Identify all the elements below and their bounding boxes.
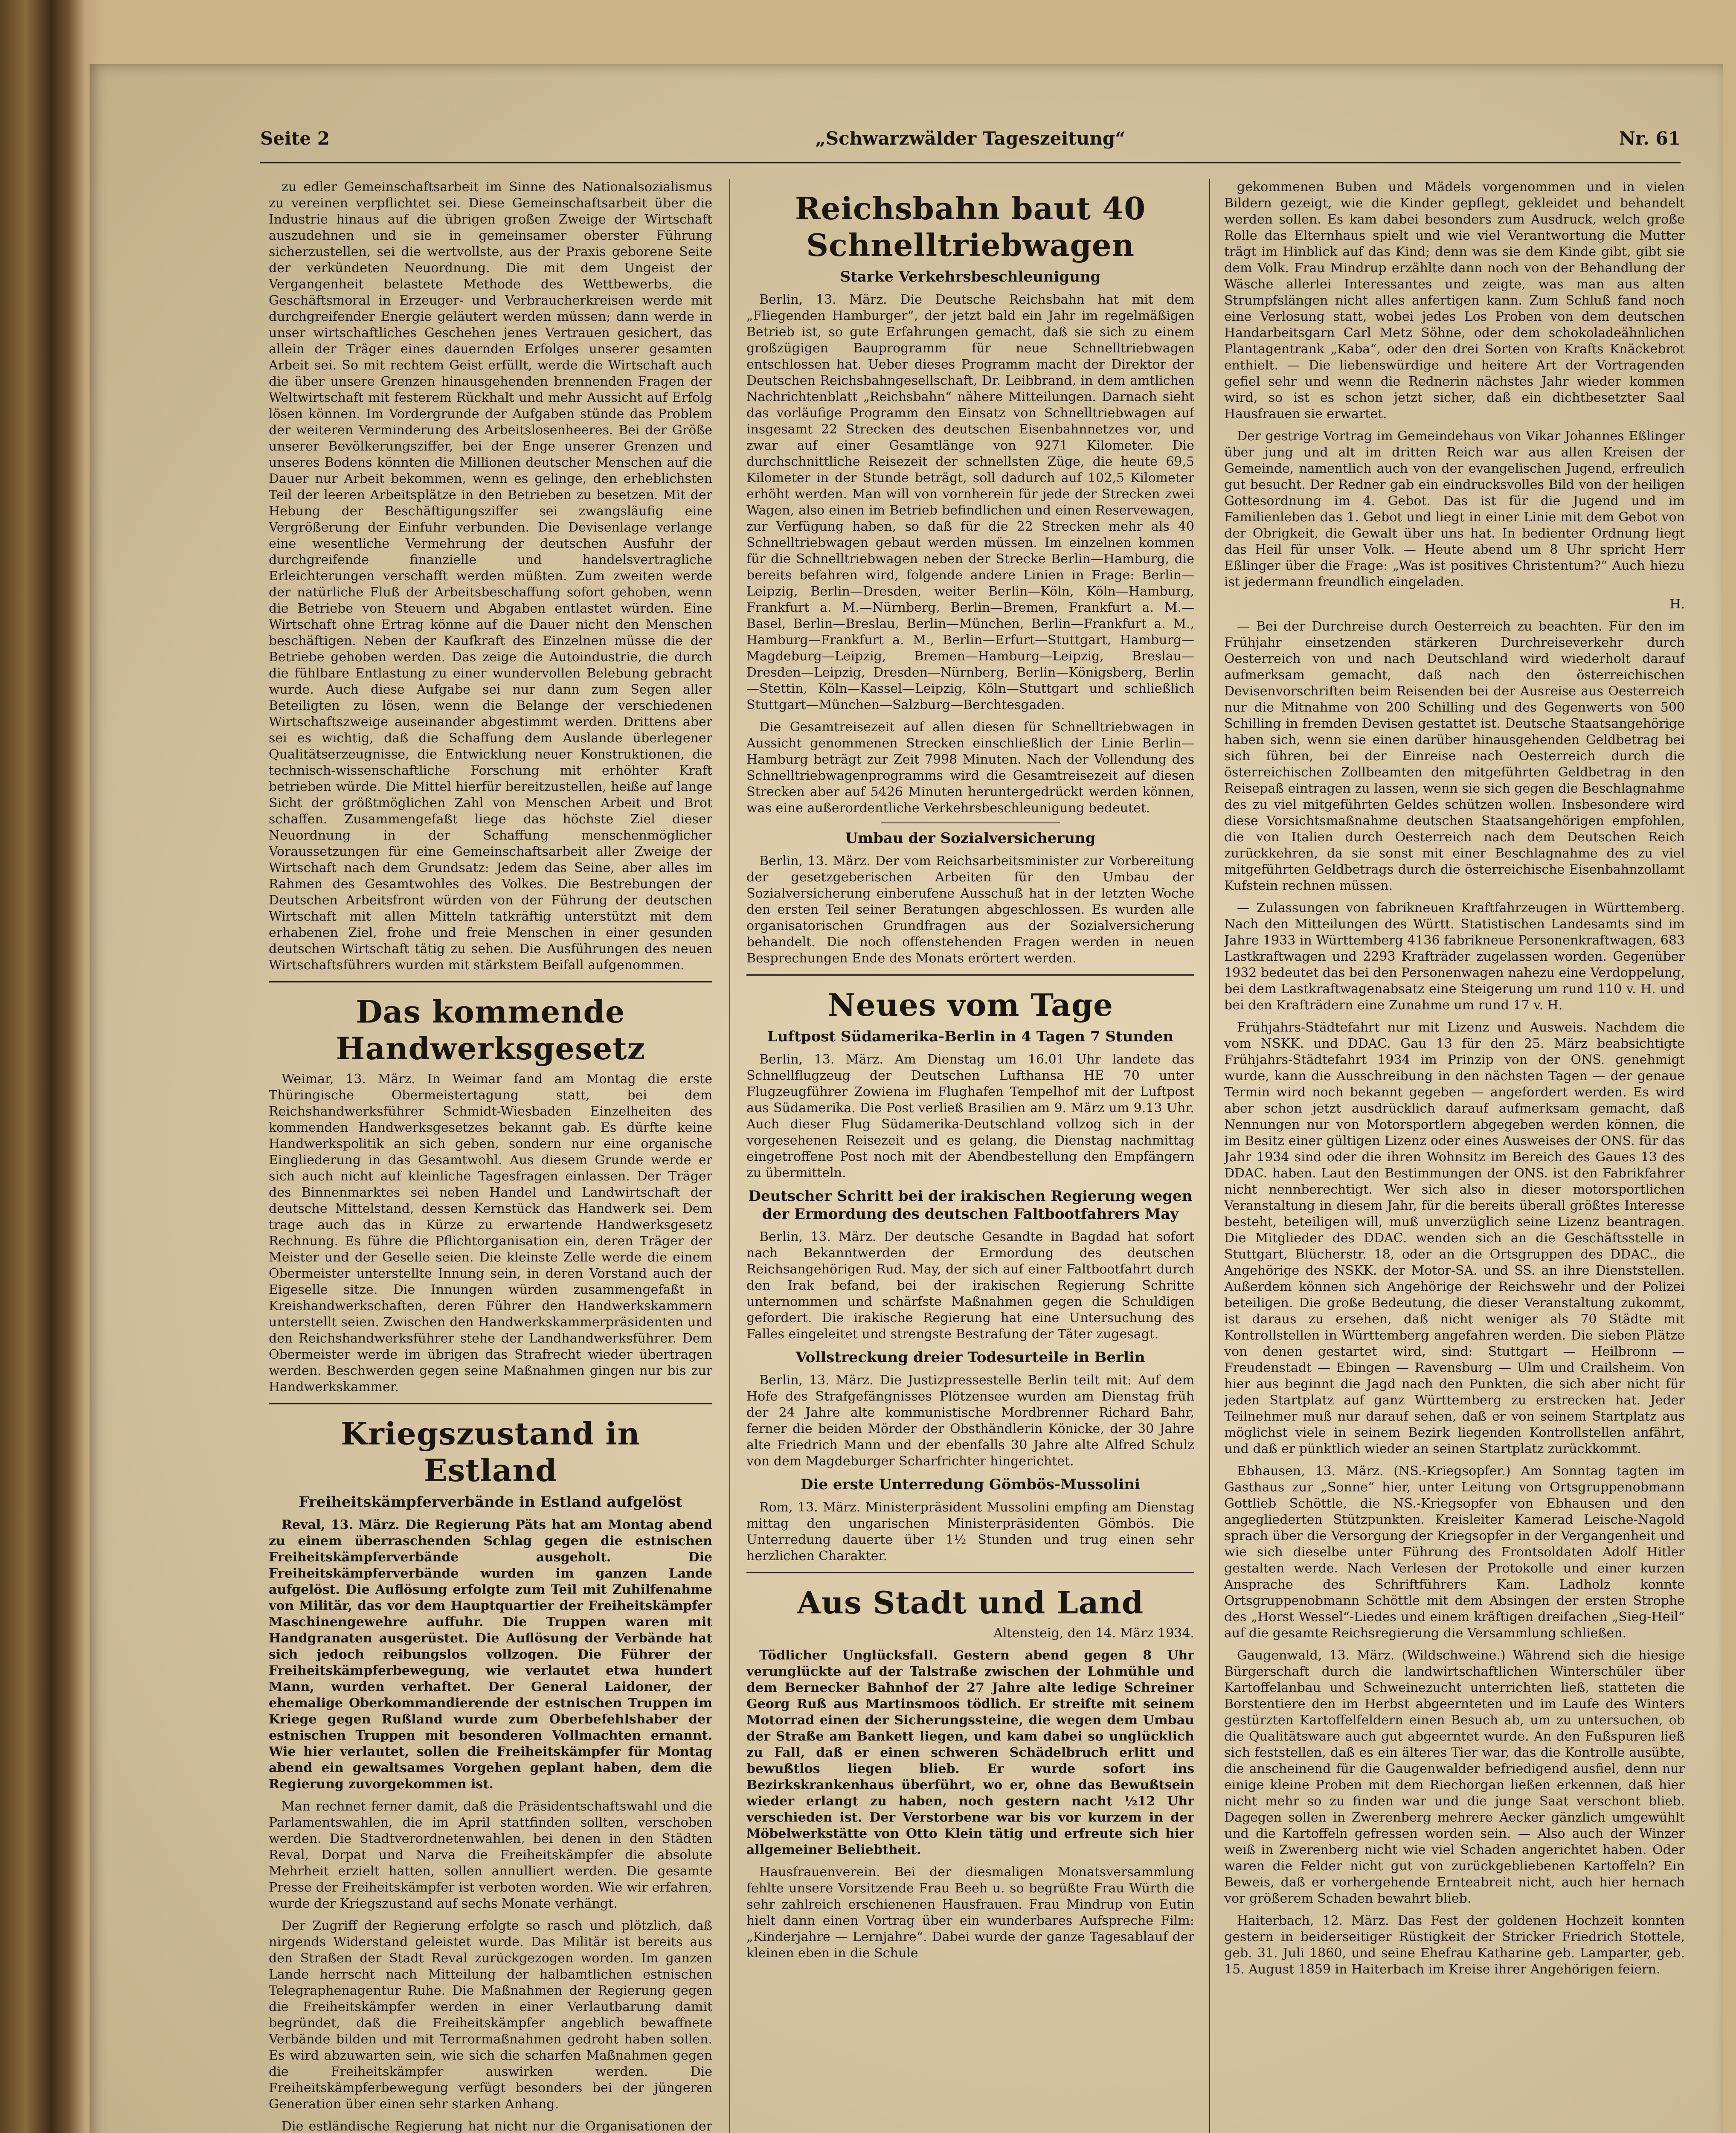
author-initial: H. [1669, 597, 1685, 612]
article-paragraph: Berlin, 13. März. Der vom Reichsarbeitsminister zur Vorbereitung der gesetzgeberischen Arbeiten für den Umbau der Sozialversicherung einberufene Ausschuß hat in der letzten Woche den ersten Teil seiner Beratungen abgeschlossen. Es wurden alle organisatorischen Grundfragen aus der Sozialversicherung behandelt. Die noch offenstehenden Fragen werden in neuen Besprechungen Ende des Monats erörtert werden. [746, 854, 1194, 966]
article-paragraph: Haiterbach, 12. März. Das Fest der goldenen Hochzeit konnten gestern in beiderseitiger Rüstigkeit der Stricker Friedrich Stottele, geb. 31. Juli 1860, und seine Ehefrau Katharine geb. Lamparter, geb. 15. August 1859 in Haiterbach im Kreise ihrer Angehörigen feiern. [1224, 1913, 1685, 1977]
separator [746, 974, 1194, 976]
page-header [260, 124, 1681, 163]
article-paragraph: Die estländische Regierung hat nicht nur die Organisationen der [282, 2119, 712, 2133]
newspaper-title: „Schwarzwälder Tageszeitung“ [815, 128, 1126, 149]
subheadline: Die erste Unterredung Gömbös-Mussolini [801, 1476, 1140, 1493]
article-paragraph: Gaugenwald, 13. März. (Wildschweine.) Während sich die hiesige Bürgerschaft durch die landwirtschaftlichen Winterschüler über Kartoffelanbau und Schweinezucht unterrichten ließ, statteten die Borstentiere den im Herbst abgeernteten und im Laufe des Winters gestürzten Kartoffelfeldern einen Besuch ab, um zu untersuchen, ob die Qualitätsware auch gut abgeerntet wurde. An den Fußspuren ließ sich feststellen, daß es ein älteres Tier war, das die Kontrolle ausübte, die anscheinend für die Gaugenwalder befriedigend ausfiel, denn nur einige kleine Proben mit dem Riechorgan ließen erkennen, daß hier nicht mehr so zu finden war und die junge Saat verschont blieb. Dagegen sollen in Zwerenberg mehrere Aecker gänzlich umgewühlt und die Kartoffeln gefressen worden sein. — Also auch der Winzer weiß in Zwerenberg nicht wie viel Schaden angerichtet haben. Oder waren die Felder nicht gut von zurückgebliebenen Kartoffeln? Ein Beweis, daß er vorhergehende Ernteabreit nicht, auch hier hernach vor größerem Schaden bewahrt blieb. [1224, 1648, 1685, 1906]
separator [746, 1572, 1194, 1573]
article-paragraph: Berlin, 13. März. Die Justizpressestelle Berlin teilt mit: Auf dem Hofe des Strafgefängnisses Plötzensee wurden am Dienstag früh der 24 Jahre alte kommunistische Mordbrenner Richard Bahr, ferner die beiden Mörder der Obsthändlerin Könicke, der 30 Jahre alte Friedrich Mann und der ebenfalls 30 Jahre alte Alfred Schulz von dem Magdeburger Scharfrichter hingerichtet. [746, 1373, 1194, 1469]
issue-number: Nr. 61 [1619, 128, 1681, 149]
article-paragraph: Berlin, 13. März. Der deutsche Gesandte in Bagdad hat sofort nach Bekanntwerden der Ermordung des deutschen Reichsangehörigen Rud. May, der sich auf einer Faltbootfahrt durch den Irak befand, bei der irakischen Regierung Schritte unternommen und schärfste Maßnahmen gegen die Schuldigen gefordert. Die irakische Regierung hat eine Untersuchung des Falles eingeleitet und strengste Bestrafung der Täter zugesagt. [746, 1229, 1194, 1342]
article-paragraph: Weimar, 13. März. In Weimar fand am Montag die erste Thüringische Obermeistertagung statt, bei dem Reichshandwerksführer Schmidt-Wiesbaden Einzelheiten des kommenden Handwerksgesetzes bekannt gab. Es dürfte keine Handwerkspolitik an sich geben, sondern nur eine organische Eingliederung in das Gesamtwohl. Aus diesem Grunde werde er sich auch nicht auf kleinliche Tagesfragen einlassen. Der Träger des Binnenmarktes sei neben Handel und Landwirtschaft der deutsche Mittelstand, dessen Kernstück das Handwerk sei. Dem trage auch das in Kürze zu erwartende Handwerksgesetz Rechnung. Es führe die Pflichtorganisation ein, deren Träger der Meister und der Geselle seien. Die kleinste Zelle werde die einem Obermeister unterstellte Innung sein, in deren Vorstand auch der Eigeselle sitze. Die Innungen würden zusammengefaßt in Kreishandwerkschaften, deren Führer den Handwerkskammern unterstellt seien. Zwischen den Handwerkskammerpräsidenten und den Reichshandwerksführer stehe der Landhandwerksführer. Dem Obermeister werde im übrigen das Strafrecht wieder übertragen werden. Beschwerden gegen seine Maßnahmen gingen nur bis zur Handwerkskammer. [269, 1072, 712, 1395]
separator [881, 822, 1060, 823]
subheadline: Starke Verkehrsbeschleunigung [840, 268, 1101, 285]
column-rule [1209, 179, 1210, 2133]
subheadline: Vollstreckung dreier Todesurteile in Berlin [795, 1349, 1145, 1366]
article-paragraph: Hausfrauenverein. Bei der diesmaligen Monatsversammlung fehlte unsere Vorsitzende Frau Beeh u. so begrüßte Frau Würth die sehr zahlreich erschienenen Hausfrauen. Frau Mindrup von Eutin hielt dann einen Vortrag über ein wunderbares Aufspreche Film: „Kinderjahre — Lernjahre“. Dabei wurde der ganze Tagesablauf der kleinen eben in die Schule [746, 1865, 1194, 1961]
dateline: Altensteig, den 14. März 1934. [993, 1626, 1194, 1641]
article-paragraph: Ebhausen, 13. März. (NS.-Kriegsopfer.) Am Sonntag tagten im Gasthaus zur „Sonne“ hier, unter Leitung von Ortsgruppenobmann Gottlieb Schöttle, die NS.-Kriegsopfer von Ebhausen und den angegliederten Stützpunkten. Kreisleiter Kamerad Leische-Nagold sprach über die Versorgung der Kriegsopfer in der Vergangenheit und wie sich dieselbe unter Führung des Frontsoldaten Adolf Hitler gestalten werde. Nach Verlesen der Protokolle und einer kurzen Ansprache des Schriftführers Kam. Ladholz konnte Ortsgruppenobmann Schöttle mit dem Absingen der ersten Strophe des „Horst Wessel“-Liedes und einem kräftigen dreifachen „Sieg-Heil“ auf die gesamte Reichsregierung die Versammlung schließen. [1224, 1464, 1685, 1641]
separator [269, 1403, 712, 1404]
article-paragraph: Rom, 13. März. Ministerpräsident Mussolini empfing am Dienstag mittag den ungarischen Ministerpräsidenten Gömbös. Die Unterredung dauerte über 1½ Stunden und trug einen sehr herzlichen Charakter. [746, 1500, 1194, 1563]
column-rule [729, 179, 730, 2133]
separator [269, 981, 712, 982]
article-paragraph: Tödlicher Unglücksfall. Gestern abend gegen 8 Uhr verunglückte auf der Talstraße zwischen der Lohmühle und dem Bernecker Bahnhof der 27 Jahre alte ledige Schreiner Georg Ruß aus Martinsmoos tödlich. Er streifte mit seinem Motorrad einen der Sicherungssteine, die wegen dem Umbau der Straße am Bankett liegen, und kam dabei so unglücklich zu Fall, daß er einen schweren Schädelbruch erlitt und bewußtlos liegen blieb. Er wurde sofort ins Bezirkskrankenhaus überführt, wo er, ohne das Bewußtsein wieder erlangt zu haben, noch gestern nacht ½12 Uhr verschieden ist. Der Verstorbene war bis vor kurzem in der Möbelwerkstätte von Otto Klein tätig und erfreute sich hier allgemeiner Beliebtheit. [746, 1648, 1194, 1857]
column-1 [269, 179, 712, 2133]
newspaper-page [90, 64, 1723, 2133]
subheadline: Luftpost Südamerika-Berlin in 4 Tagen 7 Stunden [767, 1028, 1174, 1045]
headline-aus-stadt-und-land: Aus Stadt und Land [797, 1584, 1144, 1621]
article-paragraph: Berlin, 13. März. Am Dienstag um 16.01 Uhr landete das Schnellflugzeug der Deutschen Lufthansa HE 70 unter Flugzeugführer Zowiena im Flughafen Tempelhof mit der Luftpost aus Südamerika. Die Post verließ Brasilien am 9. März um 9.13 Uhr. Auch dieser Flug Südamerika-Deutschland vollzog sich in der vorgesehenen Reisezeit und es gelang, die Dienstag nachmittag eingetroffene Post noch mit der Abendbestellung den Empfängern zu übermitteln. [746, 1052, 1194, 1180]
article-paragraph: gekommenen Buben und Mädels vorgenommen und in vielen Bildern gezeigt, wie die Kinder gepflegt, gekleidet und behandelt werden sollen. Es kam dabei besonders zum Ausdruck, welch große Rolle das Elternhaus spielt und wie viel Verantwortung die Mutter trägt im Hinblick auf das Kind; denn was sie dem Kinde gibt, gibt sie dem Volk. Frau Mindrup erzählte dann noch von der Behandlung der Wäsche allerlei Interessantes und zeigte, was man aus alten Strumpfslängen nicht alles anfertigen kann. Zum Schluß fand noch eine Verlosung statt, wobei jedes Los Proben von dem deutschen Handarbeitsgarn Carl Metz Söhne, oder dem schokoladeähnlichen Plantagentrank „Kaba“, oder den drei Sorten von Krafts Knäckebrot enthielt. — Die liebenswürdige und heitere Art der Vortragenden gefiel sehr und wenn die Rednerin nächstes Jahr wieder kommen wird, so ist es schon jetzt sicher, daß ein dichtbesetzter Saal Hausfrauen sie erwartet. [1224, 180, 1685, 421]
article-paragraph: — Bei der Durchreise durch Oesterreich zu beachten. Für den im Frühjahr einsetzenden stärkeren Durchreiseverkehr durch Oesterreich von und nach Deutschland wird wiederholt darauf aufmerksam gemacht, daß nach den österreichischen Devisenvorschriften beim Reisenden bei der Ausreise aus Oesterreich nur die Mitnahme von 200 Schilling und des Gegenwerts von 500 Schilling in fremden Devisen gestattet ist. Deutsche Staatsangehörige haben sich, wenn sie einen darüber hinausgehenden Geldbetrag bei sich führen, bei der Einreise nach Oesterreich durch die österreichischen Zollbeamten den mitgeführten Geldbetrag in den Reisepaß eintragen zu lassen, wenn sie sich gegen die Beschlagnahme des zu viel mitgeführten Geldes schützen wollen. Insbesondere wird diese Vorsichtsmaßnahme deutschen Staatsangehörigen empfohlen, die von Italien durch Oesterreich nach dem Deutschen Reich zurückkehren, da sie sonst mit einer Beschlagnahme des zu viel mitgeführten Geldbetrags durch die österreichische Eisenbahnzollamt Kufstein rechnen müssen. [1224, 619, 1685, 893]
headline-reichsbahn: Reichsbahn baut 40 Schnelltriebwagen [795, 190, 1146, 263]
headline-sozialversicherung: Umbau der Sozialversicherung [845, 830, 1096, 847]
article-paragraph: — Zulassungen von fabrikneuen Kraftfahrzeugen in Württemberg. Nach den Mitteilungen des Württ. Statistischen Landesamts sind im Jahre 1933 in Württemberg 4136 fabrikneue Personenkraftwagen, 683 Lastkraftwagen und 2293 Krafträder zugelassen worden. Gegenüber 1932 bedeutet das bei den Personenwagen nahezu eine Verdoppelung, bei dem Lastkraftwagenabsatz eine Steigerung um rund 110 v. H. und bei den Krafträdern eine Zunahme um rund 17 v. H. [1224, 901, 1685, 1013]
article-paragraph: Reval, 13. März. Die Regierung Päts hat am Montag abend zu einem überraschenden Schlag gegen die estnischen Freiheitskämpferverbände ausgeholt. Die Freiheitskämpferverbände wurden im ganzen Lande aufgelöst. Die Auflösung erfolgte zum Teil mit Zuhilfenahme von Militär, das vor dem Hauptquartier der Freiheitskämpfer Maschinengewehre auffuhr. Die Truppen waren mit Handgranaten ausgerüstet. Die Auflösung der Verbände hat sich jedoch reibungslos vollzogen. Die Führer der Freiheitskämpferbewegung, wie verlautet etwa hundert Mann, wurden verhaftet. Der General Laidoner, der ehemalige Oberkommandierende der estnischen Truppen im Kriege gegen Rußland wurde zum Oberbefehlshaber der estnischen Truppen mit besonderen Vollmachten ernannt. Wie hier verlautet, sollen die Freiheitskämpfer für Montag abend ein gewaltsames Vorgehen geplant haben, dem die Regierung zuvorgekommen ist. [269, 1517, 712, 1792]
article-paragraph: Der Zugriff der Regierung erfolgte so rasch und plötzlich, daß nirgends Widerstand geleistet wurde. Das Militär ist bereits aus den Straßen der Stadt Reval zurückgezogen worden. Im ganzen Lande herrscht nach Mitteilung der halbamtlichen estnischen Telegraphenagentur Ruhe. Die Maßnahmen der Regierung gegen die Freiheitskämpfer werden in einer Verlautbarung damit begründet, daß die Freiheitskämpfer angeblich bewaffnete Verbände bilden und mit Terrormaßnahmen gedroht haben sollen. Es wird abzuwarten sein, wie sich die scharfen Maßnahmen gegen die Freiheitskämpfer auswirken werden. Die Freiheitskämpferbewegung verfügt besonders bei der jüngeren Generation über einen sehr starken Anhang. [269, 1918, 712, 2112]
article-paragraph: zu edler Gemeinschaftsarbeit im Sinne des Nationalsozialismus zu vereinen verpflichtet sei. Diese Gemeinschaftsarbeit über die Industrie hinaus auf die übrigen großen Zweige der Wirtschaft auszudehnen und sie in gemeinsamer oberster Führung sicherzustellen, sei die wertvollste, aus der Praxis geborene Seite der verkündeten Neuordnung. Die mit dem Ungeist der Vergangenheit belastete Methode des Wettbewerbs, die Geschäftsmoral in Erzeuger- und Verbraucherkreisen werde mit durchgreifender Energie geläutert werden müssen; dann werde in unser wirtschaftliches Geschehen jenes Vertrauen gesichert, das allein der Träger eines dauernden Erfolges unserer gesamten Arbeit sei. So mit rechtem Geist erfüllt, werde die Wirtschaft auch die über unsere Grenzen hinausgehenden brennenden Fragen der Weltwirtschaft mit festerem Rückhalt und mehr Aussicht auf Erfolg lösen können. Im Vordergrunde der Aufgaben stünde das Problem der weiteren Verminderung des Arbeitslosenheeres. Bei der Größe unserer Bevölkerungsziffer, bei der Enge unserer Grenzen und unseres Bodens könnten die Millionen deutscher Menschen auf die Dauer nur Arbeit bekommen, wenn es gelinge, den erheblichsten Teil der leeren Arbeitsplätze in den Betrieben zu besetzen. Mit der Hebung der Beschäftigungsziffer sei zwangsläufig eine Vergrößerung der Einfuhr verbunden. Die Devisenlage verlange eine wesentliche Vermehrung der deutschen Ausfuhr der durchgreifende finanzielle und handelsvertragliche Erleichterungen verschafft werden müßten. Zum zweiten werde der natürliche Fluß der Arbeitsbeschaffung sofort gehoben, wenn die Betriebe von Steuern und Abgaben entlastet würden. Eine Wirtschaft ohne Ertrag könne auf die Dauer nicht den Menschen beschäftigen. Neben der Kaufkraft des Einzelnen müsse die der Betriebe gehoben werden. Das zeige die Autoindustrie, die durch die fühlbare Entlastung zu einer wundervollen Belebung gebracht wurde. Auch diese Aufgabe sei nur dann zum Segen aller Beteiligten zu lösen, wenn die Belange der verschiedenen Wirtschaftszweige auseinander abgestimmt werden. Drittens aber sei es wichtig, daß die Schaffung dem Auslande überlegener Qualitätserzeugnisse, die Entwicklung neuer Konstruktionen, die technisch-wissenschaftliche Forschung mit erhöhter Kraft betrieben würde. Die Mittel hierfür bereitzustellen, heiße auf lange Sicht der größtmöglichen Zahl von Menschen Arbeit und Brot schaffen. Zusammengefaßt liege das höchste Ziel dieser Neuordnung in der Schaffung menschenmöglicher Voraussetzungen für eine Gemeinschaftsarbeit aller Zweige der Wirtschaft nach dem Grundsatz: Jedem das Seine, aber alles im Rahmen des Gesamtwohles des Volkes. Die Bestrebungen der Deutschen Arbeitsfront würden von der Führung der deutschen Wirtschaft mit allen Mitteln tatkräftig unterstützt mit dem erhabenen Ziel, frohe und freie Menschen in einer gesunden deutschen Wirtschaft tätig zu sehen. Die Ausführungen des neuen Wirtschaftsführers wurden mit stärkstem Beifall aufgenommen. [269, 180, 712, 973]
article-paragraph: Man rechnet ferner damit, daß die Präsidentschaftswahl und die Parlamentswahlen, die im April stattfinden sollten, verschoben werden. Die Stadtverordnetenwahlen, bei denen in den Städten Reval, Dorpat und Narva die Freiheitskämpfer die absolute Mehrheit erzielt hatten, sollen annulliert werden. Die gesamte Presse der Freiheitskämpfer ist verboten worden. Wie wir erfahren, wurde der Kriegszustand auf sechs Monate verhängt. [269, 1799, 712, 1911]
column-3 [1224, 179, 1685, 2133]
subheadline: Freiheitskämpferverbände in Estland aufgelöst [299, 1494, 682, 1511]
article-paragraph: Berlin, 13. März. Die Deutsche Reichsbahn hat mit dem „Fliegenden Hamburger“, der jetzt bald ein Jahr im regelmäßigen Betrieb ist, so gute Erfahrungen gemacht, daß sie sich zu einem großzügigen Bauprogramm für neue Schnelltriebwagen entschlossen hat. Ueber dieses Programm macht der Direktor der Deutschen Reichsbahngesellschaft, Dr. Leibbrand, in dem amtlichen Nachrichtenblatt „Reichsbahn“ nähere Mitteilungen. Darnach sieht das vorläufige Programm den Einsatz von Schnelltriebwagen auf insgesamt 22 Strecken des deutschen Eisenbahnnetzes vor, und zwar auf einer Gesamtlänge von 9271 Kilometer. Die durchschnittliche Reisezeit der schnellsten Züge, die heute 69,5 Kilometer in der Stunde beträgt, soll dadurch auf 102,5 Kilometer erhöht werden. Man will von vornherein für jede der Strecken zwei Wagen, also einen im Betrieb befindlichen und einen Reservewagen, zur Verfügung haben, so daß für die 22 Strecken mehr als 40 Schnelltriebwagen gebaut werden müssen. Im einzelnen kommen für die Schnelltriebwagen neben der Strecke Berlin—Hamburg, die bereits befahren wird, folgende andere Linien in Frage: Berlin—Leipzig, Berlin—Dresden, weiter Berlin—Köln, Köln—Hamburg, Frankfurt a. M.—Nürnberg, Berlin—Bremen, Frankfurt a. M.—Basel, Berlin—Breslau, Berlin—München, Berlin—Frankfurt a. M., Hamburg—Frankfurt a. M., Berlin—Erfurt—Stuttgart, Hamburg—Magdeburg—Leipzig, Bremen—Hamburg—Leipzig, Breslau—Dresden—Leipzig, Dresden—Nürnberg, Berlin—Königsberg, Berlin—Stettin, Köln—Kassel—Leipzig, Köln—Stuttgart und schließlich Stuttgart—München—Salzburg—Berchtesgaden. [746, 292, 1194, 712]
subheadline: Deutscher Schritt bei der irakischen Regierung wegen der Ermordung des deutschen Faltbootfahrers May [748, 1188, 1193, 1223]
article-paragraph: Frühjahrs-Städtefahrt nur mit Lizenz und Ausweis. Nachdem die vom NSKK. und DDAC. Gau 13 für den 25. März beabsichtigte Frühjahrs-Städtefahrt 1934 im Prinzip von der ONS. genehmigt wurde, kann die Ausschreibung in den nächsten Tagen — der genaue Termin wird noch bekannt gegeben — angefordert werden. Es wird aber schon jetzt ausdrücklich darauf aufmerksam gemacht, daß Nennungen nur von Motorsportlern abgegeben werden können, die im Besitz einer gültigen Lizenz oder eines Ausweises der ONS. für das Jahr 1934 sind oder die ihren Wohnsitz im Bereich des Gaues 13 des DDAC. haben. Laut den Bestimmungen der ONS. ist den Fabrikfahrer nicht nennberechtigt. Wer sich also in dieser motorsportlichen Veranstaltung in diesem Jahr, für die bereits überall größtes Interesse besteht, beteiligen will, muß unverzüglich seine Lizenz beantragen. Die Mitglieder des DDAC. wenden sich an die Geschäftsstelle in Stuttgart, Blücherstr. 18, oder an die Ortsgruppen des DDAC., die Angehörige des NSKK. der Motor-SA. und SS. an ihre Dienststellen. Außerdem können sich Angehörige der Reichswehr und der Polizei beteiligen. Die große Bedeutung, die dieser Veranstaltung zukommt, ist daraus zu ersehen, daß nicht weniger als 70 Städte mit Kontrollstellen in Württemberg angefahren werden. Die sieben Plätze von denen gestartet wird, sind: Stuttgart — Heilbronn — Freudenstadt — Ebingen — Ravensburg — Ulm und Crailsheim. Von hier aus beginnt die Jagd nach den Punkten, die sich aber nicht für jeden Startplatz auf ganz Württemberg zu erstrecken hat. Jeder Teilnehmer muß nur darauf sehen, daß er von seinem Startplatz aus möglichst viele in seinem Bezirk liegenden Kontrollstellen anfährt, und daß er pünktlich wieder an seinen Startplatz zurückkommt. [1224, 1020, 1685, 1456]
headline-handwerksgesetz: Das kommende Handwerksgesetz [336, 994, 645, 1066]
column-2 [746, 179, 1194, 2133]
article-paragraph: Die Gesamtreisezeit auf allen diesen für Schnelltriebwagen in Aussicht genommenen Strecken einschließlich der Linie Berlin—Hamburg beträgt zur Zeit 7998 Minuten. Nach der Vollendung des Schnelltriebwagenprogramms wird die Gesamtreisezeit auf diesen Strecken aber auf 5426 Minuten heruntergedrückt werden können, was eine außerordentliche Verkehrsbeschleunigung bedeutet. [746, 720, 1194, 816]
page-number: Seite 2 [260, 128, 330, 149]
headline-neues-vom-tage: Neues vom Tage [827, 987, 1113, 1023]
article-paragraph: Der gestrige Vortrag im Gemeindehaus von Vikar Johannes Eßlinger über jung und alt im dritten Reich war aus allen Kreisen der Gemeinde, namentlich auch von der evangelischen Jugend, erfreulich gut besucht. Der Redner gab ein eindrucksvolles Bild von der heiligen Gottesordnung im 4. Gebot. Das ist für die Jugend und im Familienleben das 1. Gebot und liegt in einer Linie mit dem Gebot von der Obrigkeit, die Gewalt über uns hat. In bedienter Ordnung liegt das Heil für unser Volk. — Heute abend um 8 Uhr spricht Herr Eßlinger über die Frage: „Was ist positives Christentum?“ Auch hiezu ist jedermann freundlich eingeladen. [1224, 429, 1685, 590]
headline-estland: Kriegszustand in Estland [341, 1415, 640, 1488]
